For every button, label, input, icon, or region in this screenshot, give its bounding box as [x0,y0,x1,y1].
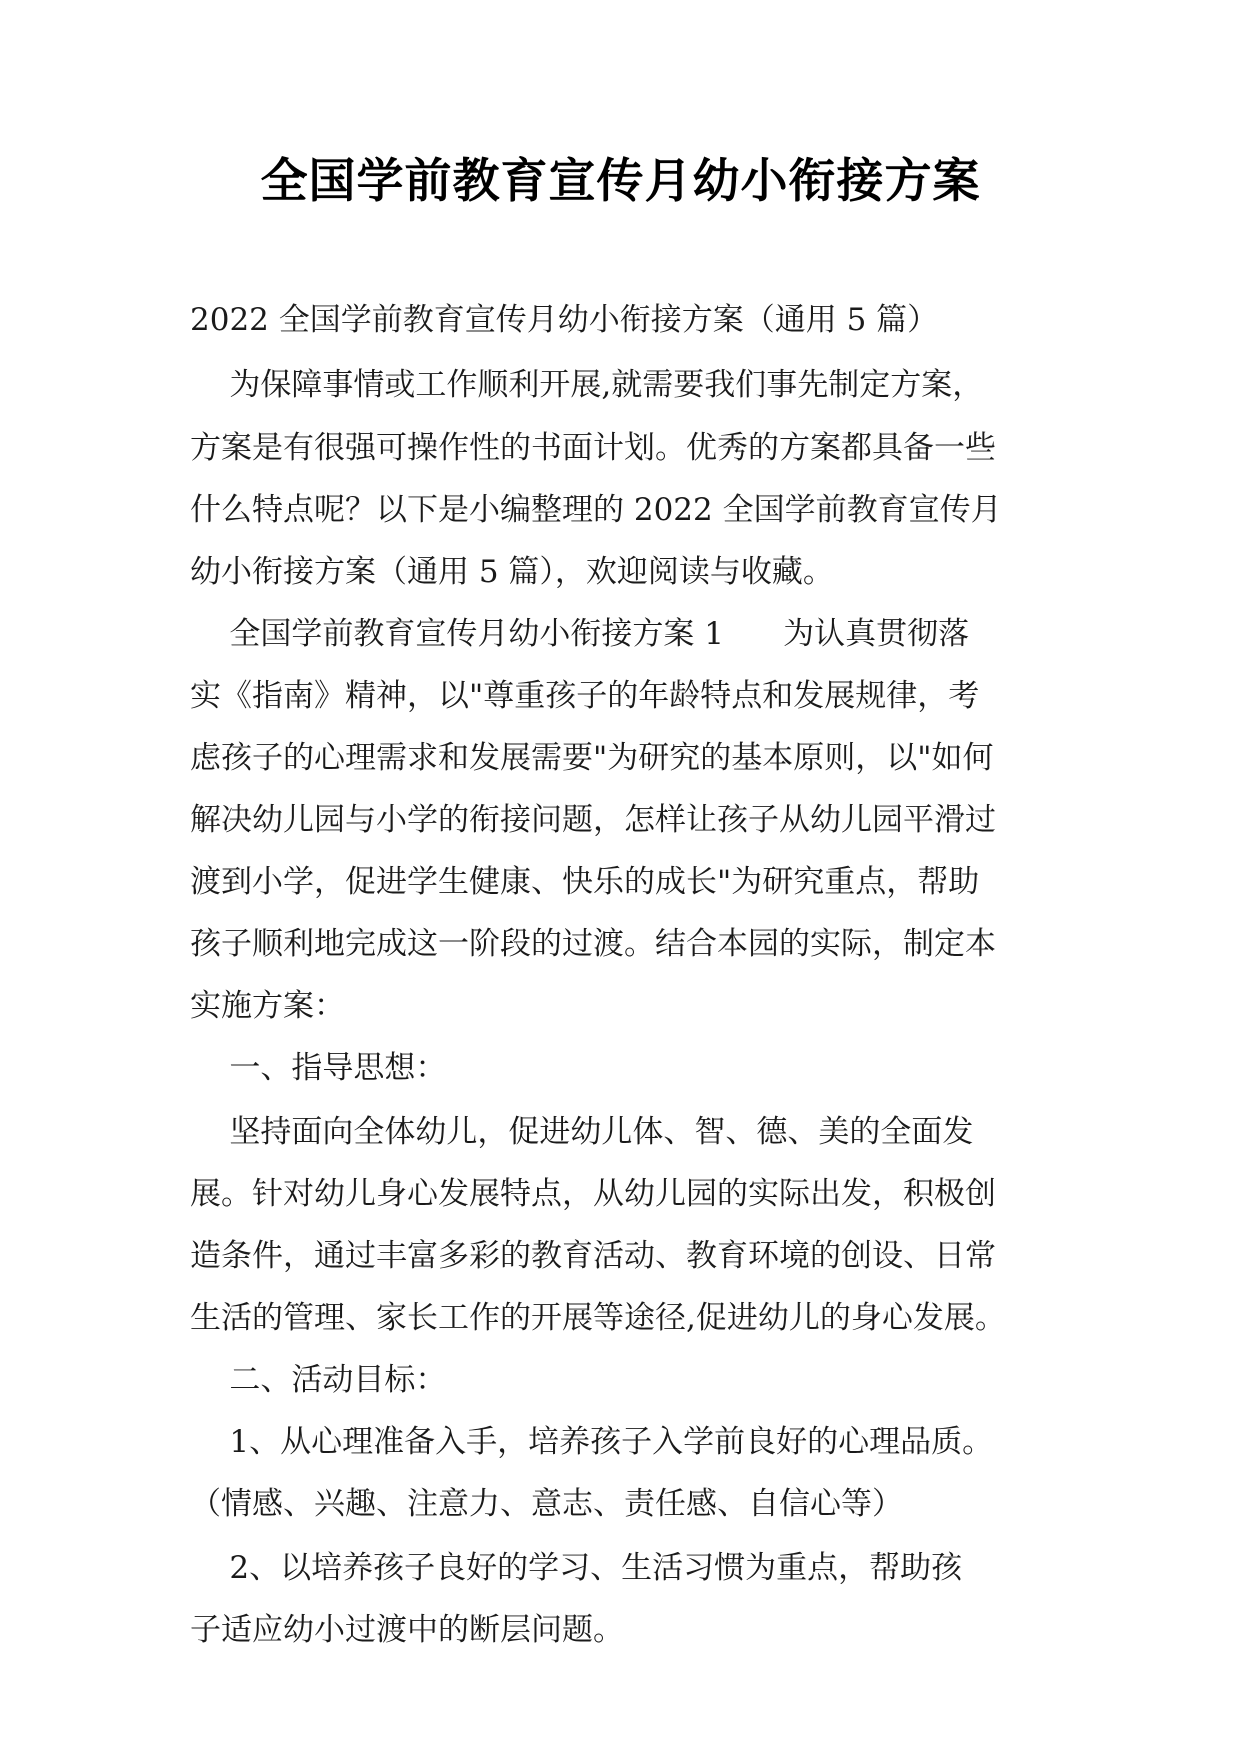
body-line: 全国学前教育宣传月幼小衔接方案 1 为认真贯彻落 [190,616,970,652]
body-line: 孩子顺利地完成这一阶段的过渡。结合本园的实际，制定本 [190,926,996,962]
document-title: 全国学前教育宣传月幼小衔接方案 [260,154,981,209]
body-line: 坚持面向全体幼儿，促进幼儿体、智、德、美的全面发 [190,1114,974,1150]
body-line: 实施方案： [190,988,345,1024]
body-line: 虑孩子的心理需求和发展需要"为研究的基本原则，以"如何 [190,740,994,776]
body-line: 二、活动目标： [190,1362,447,1398]
body-line: 什么特点呢？以下是小编整理的 2022 全国学前教育宣传月 [190,492,1002,528]
body-line: 为保障事情或工作顺利开展,就需要我们事先制定方案， [190,367,984,403]
body-line: 解决幼儿园与小学的衔接问题，怎样让孩子从幼儿园平滑过 [190,802,996,838]
body-line: 1、从心理准备入手，培养孩子入学前良好的心理品质。 [190,1424,994,1460]
body-line: 幼小衔接方案（通用 5 篇），欢迎阅读与收藏。 [190,554,834,590]
body-line: 一、指导思想： [190,1050,447,1086]
body-line: 2022 全国学前教育宣传月幼小衔接方案（通用 5 篇） [190,302,939,338]
body-line: 子适应幼小过渡中的断层问题。 [190,1612,624,1648]
body-line: 展。针对幼儿身心发展特点，从幼儿园的实际出发，积极创 [190,1176,996,1212]
body-line: 渡到小学，促进学生健康、快乐的成长"为研究重点，帮助 [190,864,980,900]
body-line: 方案是有很强可操作性的书面计划。优秀的方案都具备一些 [190,430,996,466]
body-line: （情感、兴趣、注意力、意志、责任感、自信心等） [190,1486,903,1522]
body-line: 实《指南》精神，以"尊重孩子的年龄特点和发展规律，考 [190,678,980,714]
body-line: 2、以培养孩子良好的学习、生活习惯为重点，帮助孩 [190,1550,963,1586]
body-line: 造条件，通过丰富多彩的教育活动、教育环境的创设、日常 [190,1238,996,1274]
body-line: 生活的管理、家长工作的开展等途径,促进幼儿的身心发展。 [190,1300,1006,1336]
